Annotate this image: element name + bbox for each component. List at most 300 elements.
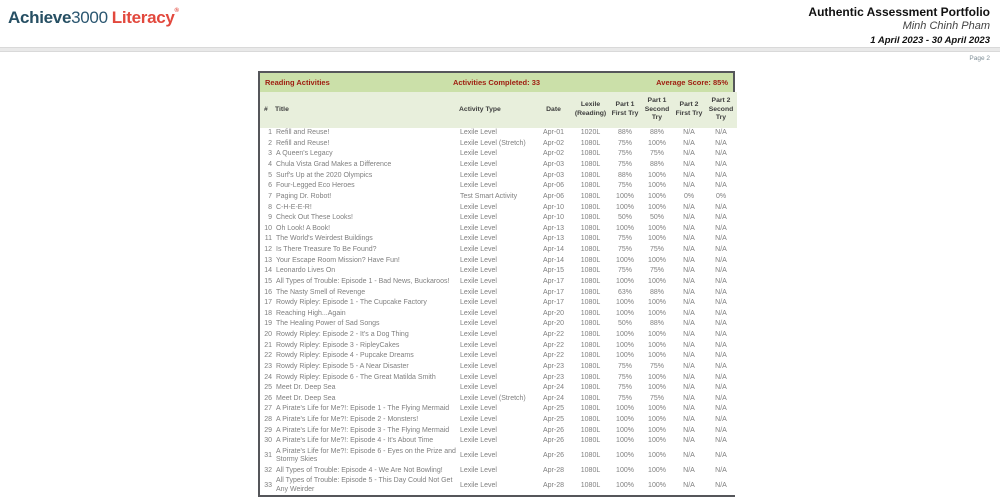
- part2-second-try-cell: N/A: [705, 287, 737, 298]
- part1-first-try-cell: 100%: [609, 436, 641, 447]
- title-cell: Chula Vista Grad Makes a Difference: [274, 160, 458, 171]
- part2-first-try-cell: N/A: [673, 298, 705, 309]
- part2-first-try-cell: N/A: [673, 149, 705, 160]
- date-cell: Apr-02: [535, 149, 572, 160]
- date-cell: Apr-06: [535, 181, 572, 192]
- part2-second-try-cell: N/A: [705, 447, 737, 466]
- activity-type-cell: Lexile Level: [458, 160, 535, 171]
- row-number-cell: 11: [260, 234, 274, 245]
- date-cell: Apr-03: [535, 171, 572, 182]
- title-cell: Meet Dr. Deep Sea: [274, 394, 458, 405]
- part2-second-try-cell: N/A: [705, 213, 737, 224]
- report-header: [808, 5, 990, 46]
- lexile-cell: 1080L: [572, 171, 609, 182]
- title-cell: All Types of Trouble: Episode 5 - This Day Could Not Get Any Weirder: [274, 476, 458, 495]
- lexile-cell: 1080L: [572, 298, 609, 309]
- lexile-cell: 1080L: [572, 224, 609, 235]
- lexile-cell: 1080L: [572, 287, 609, 298]
- part2-second-try-cell: N/A: [705, 245, 737, 256]
- part2-second-try-cell: N/A: [705, 309, 737, 320]
- table-row: [260, 149, 737, 160]
- part2-first-try-cell: N/A: [673, 362, 705, 373]
- title-cell: Oh Look! A Book!: [274, 224, 458, 235]
- part2-first-try-cell: N/A: [673, 160, 705, 171]
- row-number-cell: 21: [260, 341, 274, 352]
- date-cell: Apr-17: [535, 298, 572, 309]
- report-date-range: 1 April 2023 - 30 April 2023: [870, 35, 990, 46]
- part1-first-try-cell: 100%: [609, 256, 641, 267]
- part2-first-try-cell: N/A: [673, 277, 705, 288]
- part2-second-try-cell: N/A: [705, 277, 737, 288]
- row-number-cell: 20: [260, 330, 274, 341]
- lexile-cell: 1080L: [572, 213, 609, 224]
- table-row: [260, 341, 737, 352]
- title-cell: Rowdy Ripley: Episode 1 - The Cupcake Factory: [274, 298, 458, 309]
- date-cell: Apr-25: [535, 404, 572, 415]
- part2-second-try-cell: N/A: [705, 319, 737, 330]
- date-cell: Apr-22: [535, 341, 572, 352]
- part1-first-try-cell: 75%: [609, 139, 641, 150]
- activity-type-cell: Lexile Level: [458, 362, 535, 373]
- table-row: [260, 351, 737, 362]
- row-number-cell: 15: [260, 277, 274, 288]
- reading-activities-table: [260, 92, 737, 495]
- report-title: Authentic Assessment Portfolio: [808, 5, 990, 19]
- activity-type-cell: Lexile Level: [458, 202, 535, 213]
- part1-second-try-cell: 88%: [641, 128, 673, 139]
- row-number-cell: 26: [260, 394, 274, 405]
- date-cell: Apr-23: [535, 372, 572, 383]
- title-cell: Leonardo Lives On: [274, 266, 458, 277]
- part2-second-try-cell: N/A: [705, 341, 737, 352]
- activity-type-cell: Lexile Level: [458, 224, 535, 235]
- activities-completed: Activities Completed: 33: [452, 78, 541, 87]
- lexile-cell: 1080L: [572, 277, 609, 288]
- table-row: [260, 466, 737, 477]
- activity-type-cell: Lexile Level: [458, 234, 535, 245]
- col-title-header: Title: [274, 92, 458, 128]
- part2-first-try-cell: N/A: [673, 202, 705, 213]
- table-row: [260, 245, 737, 256]
- title-cell: Meet Dr. Deep Sea: [274, 383, 458, 394]
- lexile-cell: 1080L: [572, 383, 609, 394]
- col-part2-second-try-header: Part 2 Second Try: [705, 92, 737, 128]
- lexile-cell: 1080L: [572, 139, 609, 150]
- part2-first-try-cell: N/A: [673, 383, 705, 394]
- part2-second-try-cell: N/A: [705, 383, 737, 394]
- title-cell: Paging Dr. Robot!: [274, 192, 458, 203]
- part2-first-try-cell: N/A: [673, 171, 705, 182]
- activity-type-cell: Test Smart Activity: [458, 192, 535, 203]
- part1-second-try-cell: 88%: [641, 287, 673, 298]
- title-cell: Rowdy Ripley: Episode 5 - A Near Disaster: [274, 362, 458, 373]
- table-header-row: [260, 92, 737, 128]
- lexile-cell: 1080L: [572, 476, 609, 495]
- row-number-cell: 18: [260, 309, 274, 320]
- part1-first-try-cell: 100%: [609, 466, 641, 477]
- lexile-cell: 1080L: [572, 415, 609, 426]
- title-cell: Four-Legged Eco Heroes: [274, 181, 458, 192]
- col-date-header: Date: [535, 92, 572, 128]
- date-cell: Apr-10: [535, 202, 572, 213]
- part1-first-try-cell: 100%: [609, 415, 641, 426]
- part1-second-try-cell: 100%: [641, 372, 673, 383]
- part2-first-try-cell: N/A: [673, 476, 705, 495]
- date-cell: Apr-17: [535, 277, 572, 288]
- title-cell: A Pirate's Life for Me?!: Episode 6 - Eyes on the Prize and Stormy Skies: [274, 447, 458, 466]
- row-number-cell: 9: [260, 213, 274, 224]
- part1-second-try-cell: 75%: [641, 245, 673, 256]
- activity-type-cell: Lexile Level: [458, 266, 535, 277]
- activity-type-cell: Lexile Level (Stretch): [458, 394, 535, 405]
- date-cell: Apr-17: [535, 287, 572, 298]
- part2-second-try-cell: N/A: [705, 149, 737, 160]
- activity-type-cell: Lexile Level: [458, 372, 535, 383]
- part1-second-try-cell: 75%: [641, 362, 673, 373]
- activity-type-cell: Lexile Level: [458, 256, 535, 267]
- part1-second-try-cell: 88%: [641, 160, 673, 171]
- date-cell: Apr-23: [535, 362, 572, 373]
- part2-first-try-cell: N/A: [673, 256, 705, 267]
- part1-second-try-cell: 100%: [641, 309, 673, 320]
- date-cell: Apr-14: [535, 245, 572, 256]
- lexile-cell: 1080L: [572, 351, 609, 362]
- col-number-header: #: [260, 92, 274, 128]
- part1-first-try-cell: 100%: [609, 309, 641, 320]
- title-cell: The World's Weirdest Buildings: [274, 234, 458, 245]
- activity-type-cell: Lexile Level: [458, 149, 535, 160]
- table-row: [260, 160, 737, 171]
- part1-second-try-cell: 100%: [641, 415, 673, 426]
- part1-first-try-cell: 75%: [609, 160, 641, 171]
- part1-first-try-cell: 75%: [609, 245, 641, 256]
- part2-second-try-cell: N/A: [705, 404, 737, 415]
- part1-second-try-cell: 100%: [641, 277, 673, 288]
- date-cell: Apr-15: [535, 266, 572, 277]
- part1-second-try-cell: 75%: [641, 394, 673, 405]
- part2-second-try-cell: N/A: [705, 466, 737, 477]
- table-row: [260, 171, 737, 182]
- activity-type-cell: Lexile Level (Stretch): [458, 139, 535, 150]
- part1-first-try-cell: 100%: [609, 476, 641, 495]
- lexile-cell: 1080L: [572, 330, 609, 341]
- table-row: [260, 426, 737, 437]
- part2-first-try-cell: N/A: [673, 466, 705, 477]
- part1-second-try-cell: 100%: [641, 404, 673, 415]
- part1-second-try-cell: 75%: [641, 266, 673, 277]
- lexile-cell: 1080L: [572, 341, 609, 352]
- part1-first-try-cell: 100%: [609, 330, 641, 341]
- lexile-cell: 1080L: [572, 309, 609, 320]
- title-cell: Check Out These Looks!: [274, 213, 458, 224]
- part2-second-try-cell: N/A: [705, 139, 737, 150]
- part1-second-try-cell: 100%: [641, 181, 673, 192]
- part1-second-try-cell: 100%: [641, 139, 673, 150]
- part1-second-try-cell: 50%: [641, 213, 673, 224]
- part2-second-try-cell: N/A: [705, 476, 737, 495]
- part2-first-try-cell: N/A: [673, 415, 705, 426]
- part1-second-try-cell: 100%: [641, 476, 673, 495]
- row-number-cell: 7: [260, 192, 274, 203]
- row-number-cell: 1: [260, 128, 274, 139]
- title-cell: Refill and Reuse!: [274, 139, 458, 150]
- title-cell: The Healing Power of Sad Songs: [274, 319, 458, 330]
- part2-second-try-cell: N/A: [705, 160, 737, 171]
- part1-first-try-cell: 88%: [609, 171, 641, 182]
- reading-activities-section: [258, 71, 735, 497]
- lexile-cell: 1080L: [572, 266, 609, 277]
- row-number-cell: 19: [260, 319, 274, 330]
- date-cell: Apr-13: [535, 234, 572, 245]
- table-row: [260, 309, 737, 320]
- row-number-cell: 27: [260, 404, 274, 415]
- part1-first-try-cell: 100%: [609, 426, 641, 437]
- row-number-cell: 24: [260, 372, 274, 383]
- title-cell: Rowdy Ripley: Episode 2 - It's a Dog Thing: [274, 330, 458, 341]
- part1-first-try-cell: 100%: [609, 404, 641, 415]
- part2-second-try-cell: 0%: [705, 192, 737, 203]
- title-cell: Rowdy Ripley: Episode 3 - RipleyCakes: [274, 341, 458, 352]
- activity-type-cell: Lexile Level: [458, 287, 535, 298]
- part2-second-try-cell: N/A: [705, 234, 737, 245]
- part2-second-try-cell: N/A: [705, 394, 737, 405]
- part2-first-try-cell: N/A: [673, 436, 705, 447]
- part1-first-try-cell: 100%: [609, 192, 641, 203]
- date-cell: Apr-01: [535, 128, 572, 139]
- lexile-cell: 1080L: [572, 160, 609, 171]
- part2-first-try-cell: N/A: [673, 245, 705, 256]
- activity-type-cell: Lexile Level: [458, 351, 535, 362]
- title-cell: A Pirate's Life for Me?!: Episode 2 - Monsters!: [274, 415, 458, 426]
- lexile-cell: 1080L: [572, 192, 609, 203]
- part1-first-try-cell: 75%: [609, 149, 641, 160]
- date-cell: Apr-25: [535, 415, 572, 426]
- title-cell: All Types of Trouble: Episode 1 - Bad News, Buckaroos!: [274, 277, 458, 288]
- row-number-cell: 33: [260, 476, 274, 495]
- section-title-band: [260, 73, 733, 92]
- title-cell: Is There Treasure To Be Found?: [274, 245, 458, 256]
- row-number-cell: 6: [260, 181, 274, 192]
- date-cell: Apr-24: [535, 383, 572, 394]
- lexile-cell: 1080L: [572, 256, 609, 267]
- part1-first-try-cell: 75%: [609, 362, 641, 373]
- part1-first-try-cell: 75%: [609, 372, 641, 383]
- achieve3000-literacy-logo: [8, 8, 179, 28]
- part2-first-try-cell: N/A: [673, 394, 705, 405]
- part2-second-try-cell: N/A: [705, 202, 737, 213]
- row-number-cell: 3: [260, 149, 274, 160]
- date-cell: Apr-28: [535, 476, 572, 495]
- table-row: [260, 266, 737, 277]
- part2-first-try-cell: N/A: [673, 426, 705, 437]
- part2-first-try-cell: N/A: [673, 234, 705, 245]
- lexile-cell: 1080L: [572, 394, 609, 405]
- table-row: [260, 192, 737, 203]
- row-number-cell: 4: [260, 160, 274, 171]
- table-row: [260, 128, 737, 139]
- part2-first-try-cell: N/A: [673, 266, 705, 277]
- title-cell: Reaching High...Again: [274, 309, 458, 320]
- lexile-cell: 1020L: [572, 128, 609, 139]
- title-cell: A Queen's Legacy: [274, 149, 458, 160]
- table-row: [260, 476, 737, 495]
- part1-second-try-cell: 100%: [641, 383, 673, 394]
- title-cell: Rowdy Ripley: Episode 4 - Pupcake Dreams: [274, 351, 458, 362]
- row-number-cell: 22: [260, 351, 274, 362]
- date-cell: Apr-26: [535, 426, 572, 437]
- part2-second-try-cell: N/A: [705, 298, 737, 309]
- row-number-cell: 32: [260, 466, 274, 477]
- title-cell: A Pirate's Life for Me?!: Episode 1 - The Flying Mermaid: [274, 404, 458, 415]
- table-row: [260, 383, 737, 394]
- row-number-cell: 28: [260, 415, 274, 426]
- row-number-cell: 16: [260, 287, 274, 298]
- lexile-cell: 1080L: [572, 436, 609, 447]
- part1-first-try-cell: 100%: [609, 202, 641, 213]
- row-number-cell: 25: [260, 383, 274, 394]
- title-cell: A Pirate's Life for Me?!: Episode 4 - It's About Time: [274, 436, 458, 447]
- date-cell: Apr-22: [535, 351, 572, 362]
- part2-second-try-cell: N/A: [705, 436, 737, 447]
- table-row: [260, 330, 737, 341]
- part2-first-try-cell: N/A: [673, 309, 705, 320]
- part2-second-try-cell: N/A: [705, 181, 737, 192]
- table-row: [260, 447, 737, 466]
- date-cell: Apr-24: [535, 394, 572, 405]
- part1-second-try-cell: 100%: [641, 256, 673, 267]
- part1-first-try-cell: 75%: [609, 181, 641, 192]
- part2-second-try-cell: N/A: [705, 171, 737, 182]
- student-name: Minh Chinh Pham: [902, 20, 990, 32]
- title-cell: A Pirate's Life for Me?!: Episode 3 - The Flying Mermaid: [274, 426, 458, 437]
- part2-second-try-cell: N/A: [705, 128, 737, 139]
- part1-second-try-cell: 100%: [641, 351, 673, 362]
- activity-type-cell: Lexile Level: [458, 341, 535, 352]
- lexile-cell: 1080L: [572, 447, 609, 466]
- col-lexile-header: Lexile (Reading): [572, 92, 609, 128]
- part1-second-try-cell: 100%: [641, 234, 673, 245]
- lexile-cell: 1080L: [572, 319, 609, 330]
- page-number: Page 2: [969, 55, 990, 62]
- part2-first-try-cell: 0%: [673, 192, 705, 203]
- part1-first-try-cell: 75%: [609, 383, 641, 394]
- logo-achieve-text: Achieve: [8, 8, 72, 27]
- activity-type-cell: Lexile Level: [458, 171, 535, 182]
- date-cell: Apr-06: [535, 192, 572, 203]
- part1-second-try-cell: 100%: [641, 298, 673, 309]
- average-score: Average Score: 85%: [656, 78, 728, 87]
- activity-type-cell: Lexile Level: [458, 415, 535, 426]
- part2-first-try-cell: N/A: [673, 351, 705, 362]
- table-row: [260, 319, 737, 330]
- table-row: [260, 287, 737, 298]
- part2-first-try-cell: N/A: [673, 341, 705, 352]
- part1-first-try-cell: 100%: [609, 341, 641, 352]
- activity-type-cell: Lexile Level: [458, 245, 535, 256]
- table-row: [260, 224, 737, 235]
- part2-second-try-cell: N/A: [705, 266, 737, 277]
- part2-second-try-cell: N/A: [705, 224, 737, 235]
- col-part1-second-try-header: Part 1 Second Try: [641, 92, 673, 128]
- part1-second-try-cell: 75%: [641, 149, 673, 160]
- lexile-cell: 1080L: [572, 372, 609, 383]
- part1-second-try-cell: 100%: [641, 436, 673, 447]
- row-number-cell: 8: [260, 202, 274, 213]
- part1-second-try-cell: 88%: [641, 319, 673, 330]
- activity-type-cell: Lexile Level: [458, 466, 535, 477]
- date-cell: Apr-26: [535, 447, 572, 466]
- table-row: [260, 372, 737, 383]
- part1-second-try-cell: 100%: [641, 447, 673, 466]
- part1-first-try-cell: 100%: [609, 351, 641, 362]
- part2-first-try-cell: N/A: [673, 404, 705, 415]
- logo-literacy-text: Literacy: [111, 8, 175, 27]
- lexile-cell: 1080L: [572, 181, 609, 192]
- part2-second-try-cell: N/A: [705, 362, 737, 373]
- part1-second-try-cell: 100%: [641, 224, 673, 235]
- title-cell: All Types of Trouble: Episode 4 - We Are Not Bowling!: [274, 466, 458, 477]
- title-cell: Refill and Reuse!: [274, 128, 458, 139]
- row-number-cell: 5: [260, 171, 274, 182]
- activity-type-cell: Lexile Level: [458, 213, 535, 224]
- title-cell: Rowdy Ripley: Episode 6 - The Great Matilda Smith: [274, 372, 458, 383]
- date-cell: Apr-02: [535, 139, 572, 150]
- table-row: [260, 415, 737, 426]
- part2-second-try-cell: N/A: [705, 256, 737, 267]
- part1-second-try-cell: 100%: [641, 192, 673, 203]
- part1-second-try-cell: 100%: [641, 341, 673, 352]
- registered-trademark-icon: ®: [174, 8, 179, 14]
- activity-type-cell: Lexile Level: [458, 436, 535, 447]
- table-row: [260, 298, 737, 309]
- date-cell: Apr-22: [535, 330, 572, 341]
- col-activity-type-header: Activity Type: [458, 92, 535, 128]
- part1-first-try-cell: 100%: [609, 224, 641, 235]
- part2-second-try-cell: N/A: [705, 415, 737, 426]
- title-cell: Your Escape Room Mission? Have Fun!: [274, 256, 458, 267]
- part2-first-try-cell: N/A: [673, 447, 705, 466]
- part1-second-try-cell: 100%: [641, 330, 673, 341]
- activity-type-cell: Lexile Level: [458, 426, 535, 437]
- activity-type-cell: Lexile Level: [458, 181, 535, 192]
- col-part1-first-try-header: Part 1 First Try: [609, 92, 641, 128]
- activity-type-cell: Lexile Level: [458, 330, 535, 341]
- lexile-cell: 1080L: [572, 245, 609, 256]
- part2-second-try-cell: N/A: [705, 330, 737, 341]
- title-cell: Surf's Up at the 2020 Olympics: [274, 171, 458, 182]
- logo-3000-text: 3000: [71, 8, 108, 27]
- part1-first-try-cell: 100%: [609, 277, 641, 288]
- date-cell: Apr-10: [535, 213, 572, 224]
- part1-second-try-cell: 100%: [641, 171, 673, 182]
- table-row: [260, 404, 737, 415]
- table-row: [260, 213, 737, 224]
- row-number-cell: 10: [260, 224, 274, 235]
- row-number-cell: 17: [260, 298, 274, 309]
- part1-first-try-cell: 50%: [609, 319, 641, 330]
- part1-second-try-cell: 100%: [641, 202, 673, 213]
- part1-first-try-cell: 50%: [609, 213, 641, 224]
- lexile-cell: 1080L: [572, 202, 609, 213]
- part2-second-try-cell: N/A: [705, 372, 737, 383]
- date-cell: Apr-28: [535, 466, 572, 477]
- title-cell: C-H-E-E-R!: [274, 202, 458, 213]
- table-row: [260, 436, 737, 447]
- date-cell: Apr-20: [535, 309, 572, 320]
- part2-first-try-cell: N/A: [673, 372, 705, 383]
- lexile-cell: 1080L: [572, 426, 609, 437]
- part2-first-try-cell: N/A: [673, 224, 705, 235]
